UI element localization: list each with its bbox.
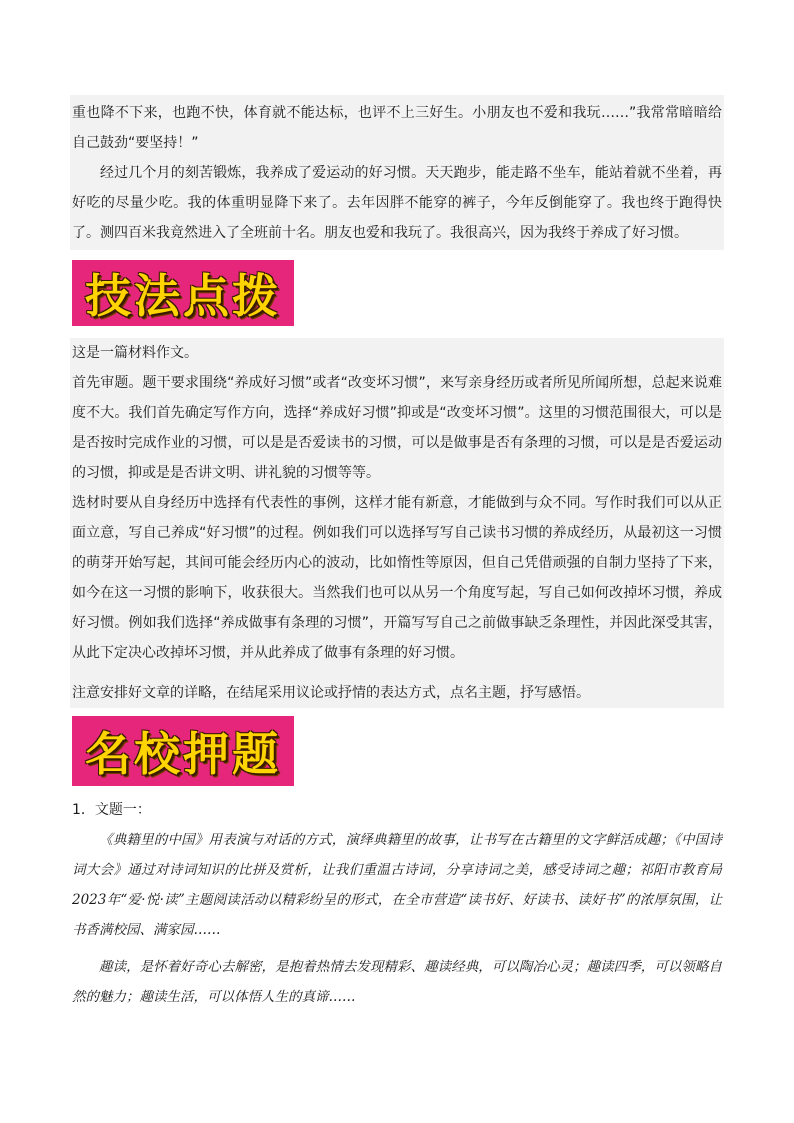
analysis-paragraph-4: 注意安排好文章的详略，在结尾采用议论或抒情的表达方式，点名主题，抒写感悟。 xyxy=(72,685,590,701)
prompt-title: 1．文题一： xyxy=(72,802,151,818)
technique-banner xyxy=(72,260,294,326)
prediction-banner xyxy=(72,716,294,786)
analysis-paragraph-1: 这是一篇材料作文。 xyxy=(72,345,198,361)
essay-paragraph-2: 经过几个月的刻苦锻炼，我养成了爱运动的好习惯。天天跑步，能走路不坐车，能站着就不坐着，再好吃的尽量少吃。我的体重明显降下来了。去年因胖不能穿的裤子，今年反倒能穿了。我也终于跑得快了。测四百米我竟然进入了全班前十名。朋友也爱和我玩了。我很高兴，因为我终于养成了好习惯。 xyxy=(72,165,722,241)
prompt-paragraph-1: 《典籍里的中国》用表演与对话的方式，演绎典籍里的故事，让书写在古籍里的文字鲜活成趣；《中国诗词大会》通过对诗词知识的比拼及赏析，让我们重温古诗词，分享诗词之美，感受诗词之趣；祁阳市教育局2023年“爱·悦·读”主题阅读活动以精彩纷呈的形式，在全市营造“读书好、好读书、读好书”的浓厚氛围，让书香满校园、满家园…… xyxy=(72,832,722,938)
analysis-paragraph-2: 首先审题。题干要求围绕“养成好习惯”或者“改变坏习惯”，来写亲身经历或者所见所闻所想，总起来说难度不大。我们首先确定写作方向，选择“养成好习惯”抑或是“改变坏习惯”。这里的习惯范围很大，可以是是否按时完成作业的习惯，可以是是否爱读书的习惯，可以是做事是否有条理的习惯，可以是是否爱运动的习惯，抑或是是否讲文明、讲礼貌的习惯等等。 xyxy=(72,375,722,481)
prompt-paragraph-2: 趣读，是怀着好奇心去解密，是抱着热情去发现精彩、趣读经典，可以陶冶心灵；趣读四季，可以领略自然的魅力；趣读生活，可以体悟人生的真谛…… xyxy=(72,959,722,1005)
prediction-banner-title: 名校押题 xyxy=(85,727,281,781)
technique-banner-title: 技法点拨 xyxy=(85,269,281,323)
essay-paragraph-1: 重也降不下来，也跑不快，体育就不能达标，也评不上三好生。小朋友也不爱和我玩……”我常常暗暗给自己鼓劲“要坚持！” xyxy=(72,105,722,151)
analysis-paragraph-3: 选材时要从自身经历中选择有代表性的事例，这样才能有新意，才能做到与众不同。写作时我们可以从正面立意，写自己养成“好习惯”的过程。例如我们可以选择写写自己读书习惯的养成经历，从最初这一习惯的萌芽开始写起，其间可能会经历内心的波动，比如惰性等原因，但自己凭借顽强的自制力坚持了下来，如今在这一习惯的影响下，收获很大。当然我们也可以从另一个角度写起，写自己如何改掉坏习惯，养成好习惯。例如我们选择“养成做事有条理的习惯”，开篇写写自己之前做事缺乏条理性，并因此深受其害，从此下定决心改掉坏习惯，并从此养成了做事有条理的好习惯。 xyxy=(72,495,722,661)
